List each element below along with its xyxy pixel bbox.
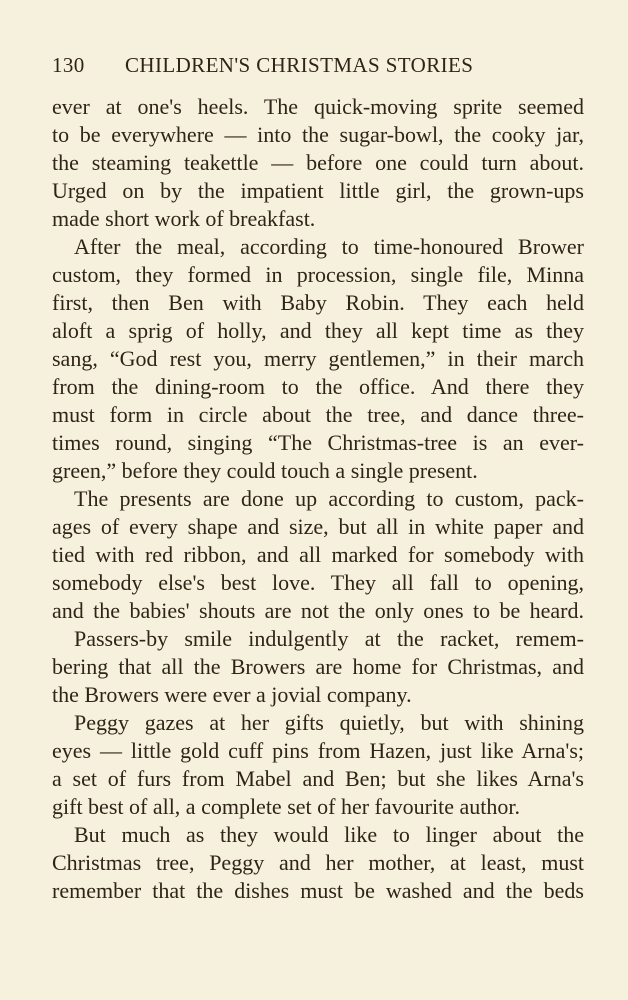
text-line: times round, singing “The Christmas-tree is an ever-	[52, 430, 584, 455]
text-line: aloft a sprig of holly, and they all kept time as they	[52, 318, 584, 343]
text-line: After the meal, according to time-honoured Brower	[74, 234, 584, 259]
text-line: made short work of breakfast.	[52, 206, 316, 231]
text-line: Peggy gazes at her gifts quietly, but with shining	[74, 710, 584, 735]
text-line: But much as they would like to linger about the	[74, 822, 584, 847]
text-line: The presents are done up according to custom, pack-	[74, 486, 584, 511]
text-line: a set of furs from Mabel and Ben; but she likes Arna's	[52, 766, 584, 791]
text-line: tied with red ribbon, and all marked for somebody with	[52, 542, 584, 567]
page-number: 130	[52, 53, 85, 77]
text-line: the steaming teakettle — before one could turn about.	[52, 150, 584, 175]
text-line: to be everywhere — into the sugar-bowl, the cooky jar,	[52, 122, 584, 147]
text-line: gift best of all, a complete set of her favourite author.	[52, 794, 520, 819]
text-line: from the dining-room to the office. And there they	[52, 374, 584, 399]
text-line: bering that all the Browers are home for Christmas, and	[52, 654, 584, 679]
text-line: green,” before they could touch a single present.	[52, 458, 478, 483]
text-line: ages of every shape and size, but all in white paper and	[52, 514, 584, 539]
text-line: first, then Ben with Baby Robin. They each held	[52, 290, 584, 315]
text-line: must form in circle about the tree, and dance three-	[52, 402, 584, 427]
text-line: ever at one's heels. The quick-moving sprite seemed	[52, 94, 584, 119]
text-line: the Browers were ever a jovial company.	[52, 682, 412, 707]
text-line: somebody else's best love. They all fall to opening,	[52, 570, 584, 595]
text-line: custom, they formed in procession, single file, Minna	[52, 262, 584, 287]
text-line: Passers-by smile indulgently at the racket, remem-	[74, 626, 584, 651]
text-line: Christmas tree, Peggy and her mother, at least, must	[52, 850, 584, 875]
text-line: Urged on by the impatient little girl, the grown-ups	[52, 178, 584, 203]
body-text	[52, 93, 584, 905]
text-line: and the babies' shouts are not the only ones to be heard.	[52, 598, 584, 623]
text-line: sang, “God rest you, merry gentlemen,” in their march	[52, 346, 584, 371]
text-line: remember that the dishes must be washed and the beds	[52, 878, 584, 903]
text-line: eyes — little gold cuff pins from Hazen, just like Arna's;	[52, 738, 584, 763]
page-header	[52, 53, 582, 83]
running-head: CHILDREN'S CHRISTMAS STORIES	[125, 53, 474, 77]
